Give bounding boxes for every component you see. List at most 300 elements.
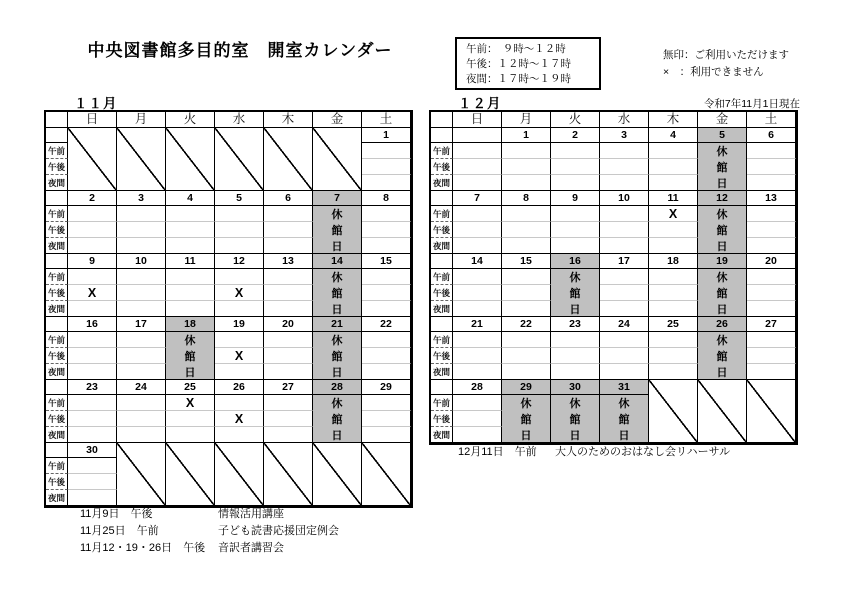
december-month-label: １２月: [458, 96, 502, 111]
period-label: 夜間: [46, 238, 68, 254]
slot-cell: [264, 348, 313, 364]
date-cell: 31: [600, 380, 649, 395]
slot-cell: [453, 269, 502, 285]
slot-cell: [117, 364, 166, 380]
slot-cell: [264, 285, 313, 301]
date-cell: 11: [649, 191, 698, 206]
out-of-month-cell: [215, 128, 264, 191]
period-label: 午前: [431, 143, 453, 159]
slot-cell: [649, 269, 698, 285]
footnote-event: 子ども読書応援団定例会: [218, 525, 339, 537]
date-cell: 10: [600, 191, 649, 206]
slot-cell: [502, 348, 551, 364]
period-label-spacer: [46, 191, 68, 206]
closed-text-char: 休: [184, 335, 196, 347]
weekday-header: 月: [117, 112, 166, 128]
slot-cell: [68, 364, 117, 380]
date-cell: 16: [551, 254, 600, 269]
closed-text-char: 日: [716, 178, 728, 190]
period-label: 夜間: [46, 490, 68, 506]
slot-cell: [117, 427, 166, 443]
slot-cell: [264, 238, 313, 254]
closed-text-char: 休: [569, 272, 581, 284]
slot-cell: [747, 238, 796, 254]
slot-cell: [747, 301, 796, 317]
slot-cell: [362, 143, 411, 159]
slot-cell: [551, 238, 600, 254]
weekday-header: 金: [313, 112, 362, 128]
period-label: 夜間: [431, 427, 453, 443]
period-label: 夜間: [46, 175, 68, 191]
slot-cell: [600, 301, 649, 317]
date-cell: 24: [600, 317, 649, 332]
slot-cell: X: [649, 206, 698, 222]
usage-note-available: 無印：ご利用いただけます: [663, 49, 789, 61]
date-cell: 6: [747, 128, 796, 143]
slot-cell: [166, 285, 215, 301]
date-cell: 2: [551, 128, 600, 143]
slot-cell: [68, 395, 117, 411]
out-of-month-cell: [313, 443, 362, 506]
slot-cell: [453, 159, 502, 175]
slot-cell: [117, 395, 166, 411]
slot-cell: [68, 490, 117, 506]
date-cell: 15: [502, 254, 551, 269]
closed-text-char: 休: [331, 209, 343, 221]
slot-cell: [166, 206, 215, 222]
date-cell: 28: [453, 380, 502, 395]
period-label: 午前: [431, 332, 453, 348]
period-label: 夜間: [46, 364, 68, 380]
date-cell: 24: [117, 380, 166, 395]
slot-cell: [502, 143, 551, 159]
closed-text-char: 休: [520, 398, 532, 410]
slot-cell: [747, 206, 796, 222]
closed-text-char: 日: [520, 430, 532, 442]
out-of-month-cell: [264, 443, 313, 506]
slot-cell: [68, 301, 117, 317]
date-cell: 18: [166, 317, 215, 332]
slot-cell: [649, 364, 698, 380]
out-of-month-cell: [698, 380, 747, 443]
period-label: 夜間: [46, 427, 68, 443]
slot-cell: [68, 411, 117, 427]
slot-cell: [649, 301, 698, 317]
slot-cell: [264, 395, 313, 411]
slot-cell: [264, 222, 313, 238]
weekday-header: 日: [453, 112, 502, 128]
november-footnotes: [80, 506, 339, 557]
period-label: 午後: [46, 159, 68, 175]
closed-text-char: 日: [184, 367, 196, 379]
footnote-date: 11月9日 午後: [80, 508, 153, 520]
slot-cell: [502, 222, 551, 238]
slot-cell: [166, 238, 215, 254]
slot-cell: [68, 458, 117, 474]
period-label-spacer: [46, 317, 68, 332]
date-cell: 22: [362, 317, 411, 332]
slot-cell: [264, 301, 313, 317]
slot-cell: [502, 285, 551, 301]
slot-cell: [166, 222, 215, 238]
date-cell: 1: [362, 128, 411, 143]
date-cell: 15: [362, 254, 411, 269]
slot-cell: [453, 143, 502, 159]
slot-cell: [68, 238, 117, 254]
slot-cell: [649, 222, 698, 238]
closed-text-char: 休: [716, 146, 728, 158]
out-of-month-cell: [68, 128, 117, 191]
closed-day-cell: [551, 269, 600, 317]
slot-cell: [649, 332, 698, 348]
date-cell: 20: [747, 254, 796, 269]
date-cell: 4: [166, 191, 215, 206]
slot-cell: [502, 301, 551, 317]
out-of-month-cell: [117, 128, 166, 191]
period-label-spacer: [431, 380, 453, 395]
slot-cell: [453, 395, 502, 411]
slot-cell: [600, 364, 649, 380]
slot-cell: [362, 269, 411, 285]
closed-day-cell: [502, 395, 551, 443]
slot-cell: [117, 269, 166, 285]
period-label-spacer: [431, 254, 453, 269]
date-cell: 14: [453, 254, 502, 269]
slot-cell: [600, 348, 649, 364]
closed-text-char: 日: [331, 430, 343, 442]
slot-cell: [264, 332, 313, 348]
slot-cell: [747, 143, 796, 159]
december-footnotes: [458, 444, 730, 461]
date-cell: 4: [649, 128, 698, 143]
date-cell: 29: [362, 380, 411, 395]
date-cell: 17: [117, 317, 166, 332]
date-cell: 5: [215, 191, 264, 206]
slot-cell: [453, 285, 502, 301]
period-label: 午前: [46, 206, 68, 222]
date-cell: 12: [215, 254, 264, 269]
closed-day-cell: [698, 206, 747, 254]
date-cell: 3: [600, 128, 649, 143]
period-label: 午前: [431, 269, 453, 285]
slot-cell: [600, 332, 649, 348]
out-of-month-cell: [264, 128, 313, 191]
closed-text-char: 館: [331, 414, 343, 426]
slot-cell: [215, 427, 264, 443]
slot-cell: [649, 238, 698, 254]
slot-cell: [68, 427, 117, 443]
slot-cell: [264, 206, 313, 222]
slot-cell: [166, 301, 215, 317]
footnote-event: 大人のためのおはなし会リハーサル: [555, 446, 731, 458]
closed-day-cell: [313, 332, 362, 380]
period-label-spacer: [431, 191, 453, 206]
date-cell: 13: [264, 254, 313, 269]
slot-cell: [747, 269, 796, 285]
slot-cell: [362, 285, 411, 301]
closed-day-cell: [313, 269, 362, 317]
slot-cell: X: [215, 285, 264, 301]
slot-cell: [551, 332, 600, 348]
slot-cell: [264, 411, 313, 427]
closed-text-char: 館: [331, 288, 343, 300]
hours-legend-box: [455, 37, 601, 90]
period-label: 午前: [46, 269, 68, 285]
slot-cell: [502, 269, 551, 285]
period-label: 夜間: [431, 238, 453, 254]
weekday-header: 火: [551, 112, 600, 128]
slot-cell: [117, 206, 166, 222]
date-cell: 26: [698, 317, 747, 332]
footnote-date: 11月25日 午前: [80, 525, 159, 537]
slot-cell: [117, 332, 166, 348]
closed-text-char: 日: [716, 367, 728, 379]
weekday-header: 土: [362, 112, 411, 128]
slot-cell: [551, 206, 600, 222]
date-cell: [453, 128, 502, 143]
slot-cell: [453, 206, 502, 222]
closed-day-cell: [313, 206, 362, 254]
slot-cell: [747, 364, 796, 380]
period-label-spacer: [46, 254, 68, 269]
period-label: 午後: [46, 474, 68, 490]
slot-cell: [649, 159, 698, 175]
slot-cell: [117, 301, 166, 317]
date-cell: 29: [502, 380, 551, 395]
slot-cell: [453, 411, 502, 427]
period-label: 午後: [431, 411, 453, 427]
legend-afternoon-hours: 午後：１２時～１７時: [466, 58, 571, 70]
date-cell: 7: [313, 191, 362, 206]
closed-text-char: 館: [618, 414, 630, 426]
slot-cell: [600, 175, 649, 191]
date-cell: 23: [68, 380, 117, 395]
weekday-header: 土: [747, 112, 796, 128]
slot-cell: [600, 159, 649, 175]
period-label: 午前: [46, 395, 68, 411]
slot-cell: [453, 222, 502, 238]
closed-text-char: 館: [520, 414, 532, 426]
slot-cell: [117, 348, 166, 364]
date-cell: 27: [264, 380, 313, 395]
slot-cell: [362, 238, 411, 254]
slot-cell: [68, 348, 117, 364]
closed-text-char: 館: [716, 351, 728, 363]
period-label: 午後: [46, 348, 68, 364]
november-calendar-table: [44, 110, 413, 508]
slot-cell: [117, 285, 166, 301]
date-cell: 25: [649, 317, 698, 332]
weekday-header: 火: [166, 112, 215, 128]
slot-cell: [502, 238, 551, 254]
period-label-spacer: [431, 128, 453, 143]
date-cell: 21: [453, 317, 502, 332]
corner-cell: [46, 112, 68, 128]
slot-cell: [551, 143, 600, 159]
out-of-month-cell: [313, 128, 362, 191]
closed-text-char: 休: [569, 398, 581, 410]
slot-cell: [747, 222, 796, 238]
out-of-month-cell: [166, 443, 215, 506]
closed-text-char: 館: [184, 351, 196, 363]
period-label: 午前: [431, 206, 453, 222]
period-label-spacer: [431, 317, 453, 332]
closed-text-char: 館: [716, 162, 728, 174]
weekday-header: 木: [649, 112, 698, 128]
out-of-month-cell: [215, 443, 264, 506]
date-cell: 19: [698, 254, 747, 269]
period-label: 夜間: [431, 364, 453, 380]
slot-cell: [215, 332, 264, 348]
period-label: 午後: [431, 222, 453, 238]
slot-cell: [551, 159, 600, 175]
date-cell: 18: [649, 254, 698, 269]
december-calendar-table: [429, 110, 798, 445]
footnote-row: [80, 540, 339, 557]
closed-text-char: 日: [618, 430, 630, 442]
closed-day-cell: [698, 332, 747, 380]
date-cell: 21: [313, 317, 362, 332]
slot-cell: [68, 332, 117, 348]
slot-cell: [649, 285, 698, 301]
closed-text-char: 日: [331, 367, 343, 379]
period-label: 午前: [46, 458, 68, 474]
slot-cell: [166, 427, 215, 443]
slot-cell: [362, 301, 411, 317]
weekday-header: 木: [264, 112, 313, 128]
closed-text-char: 休: [331, 335, 343, 347]
weekday-header: 月: [502, 112, 551, 128]
corner-cell: [431, 112, 453, 128]
slot-cell: [747, 159, 796, 175]
slot-cell: [362, 411, 411, 427]
closed-day-cell: [313, 395, 362, 443]
as-of-date: 令和7年11月1日現在: [703, 98, 800, 110]
slot-cell: [362, 175, 411, 191]
slot-cell: [502, 206, 551, 222]
slot-cell: [215, 364, 264, 380]
slot-cell: [649, 175, 698, 191]
date-cell: 12: [698, 191, 747, 206]
period-label: 午前: [46, 143, 68, 159]
footnote-row: [80, 523, 339, 540]
date-cell: 30: [68, 443, 117, 458]
closed-day-cell: [600, 395, 649, 443]
slot-cell: [215, 301, 264, 317]
date-cell: 16: [68, 317, 117, 332]
slot-cell: [453, 238, 502, 254]
date-cell: 19: [215, 317, 264, 332]
closed-text-char: 館: [716, 288, 728, 300]
period-label: 夜間: [431, 301, 453, 317]
slot-cell: X: [166, 395, 215, 411]
legend-evening-hours: 夜間：１７時～１９時: [466, 73, 571, 85]
slot-cell: [600, 143, 649, 159]
slot-cell: [747, 285, 796, 301]
slot-cell: [362, 395, 411, 411]
weekday-header: 水: [600, 112, 649, 128]
slot-cell: [215, 222, 264, 238]
closed-text-char: 館: [569, 414, 581, 426]
slot-cell: [215, 269, 264, 285]
date-cell: 8: [502, 191, 551, 206]
slot-cell: [453, 301, 502, 317]
slot-cell: [166, 269, 215, 285]
slot-cell: [264, 427, 313, 443]
slot-cell: [117, 238, 166, 254]
date-cell: 2: [68, 191, 117, 206]
closed-day-cell: [551, 395, 600, 443]
date-cell: 28: [313, 380, 362, 395]
period-label: 午後: [431, 348, 453, 364]
period-label: 午前: [46, 332, 68, 348]
date-cell: 3: [117, 191, 166, 206]
date-cell: 20: [264, 317, 313, 332]
slot-cell: [215, 206, 264, 222]
closed-text-char: 日: [569, 430, 581, 442]
date-cell: 27: [747, 317, 796, 332]
closed-text-char: 館: [331, 351, 343, 363]
date-cell: 17: [600, 254, 649, 269]
slot-cell: [502, 332, 551, 348]
slot-cell: [551, 222, 600, 238]
period-label: 午前: [431, 395, 453, 411]
period-label-spacer: [46, 128, 68, 143]
slot-cell: [453, 332, 502, 348]
slot-cell: [502, 175, 551, 191]
slot-cell: [68, 206, 117, 222]
slot-cell: [215, 395, 264, 411]
slot-cell: [264, 269, 313, 285]
slot-cell: [453, 427, 502, 443]
date-cell: 6: [264, 191, 313, 206]
slot-cell: [600, 222, 649, 238]
slot-cell: [649, 143, 698, 159]
slot-cell: [453, 175, 502, 191]
closed-text-char: 館: [716, 225, 728, 237]
closed-text-char: 館: [331, 225, 343, 237]
closed-text-char: 休: [716, 209, 728, 221]
slot-cell: X: [68, 285, 117, 301]
slot-cell: [747, 348, 796, 364]
november-month-label: １１月: [74, 96, 118, 111]
period-label-spacer: [46, 443, 68, 458]
date-cell: 9: [68, 254, 117, 269]
period-label: 夜間: [431, 175, 453, 191]
slot-cell: [117, 411, 166, 427]
footnote-row: [80, 506, 339, 523]
period-label: 夜間: [46, 301, 68, 317]
closed-text-char: 日: [716, 241, 728, 253]
period-label-spacer: [46, 380, 68, 395]
slot-cell: [362, 348, 411, 364]
slot-cell: [362, 364, 411, 380]
slot-cell: [453, 364, 502, 380]
date-cell: 23: [551, 317, 600, 332]
slot-cell: [551, 175, 600, 191]
slot-cell: [362, 222, 411, 238]
slot-cell: [747, 175, 796, 191]
date-cell: 8: [362, 191, 411, 206]
closed-text-char: 日: [716, 304, 728, 316]
slot-cell: [600, 238, 649, 254]
out-of-month-cell: [117, 443, 166, 506]
usage-notes: [663, 47, 789, 80]
date-cell: 1: [502, 128, 551, 143]
weekday-header: 水: [215, 112, 264, 128]
date-cell: 22: [502, 317, 551, 332]
slot-cell: [215, 238, 264, 254]
